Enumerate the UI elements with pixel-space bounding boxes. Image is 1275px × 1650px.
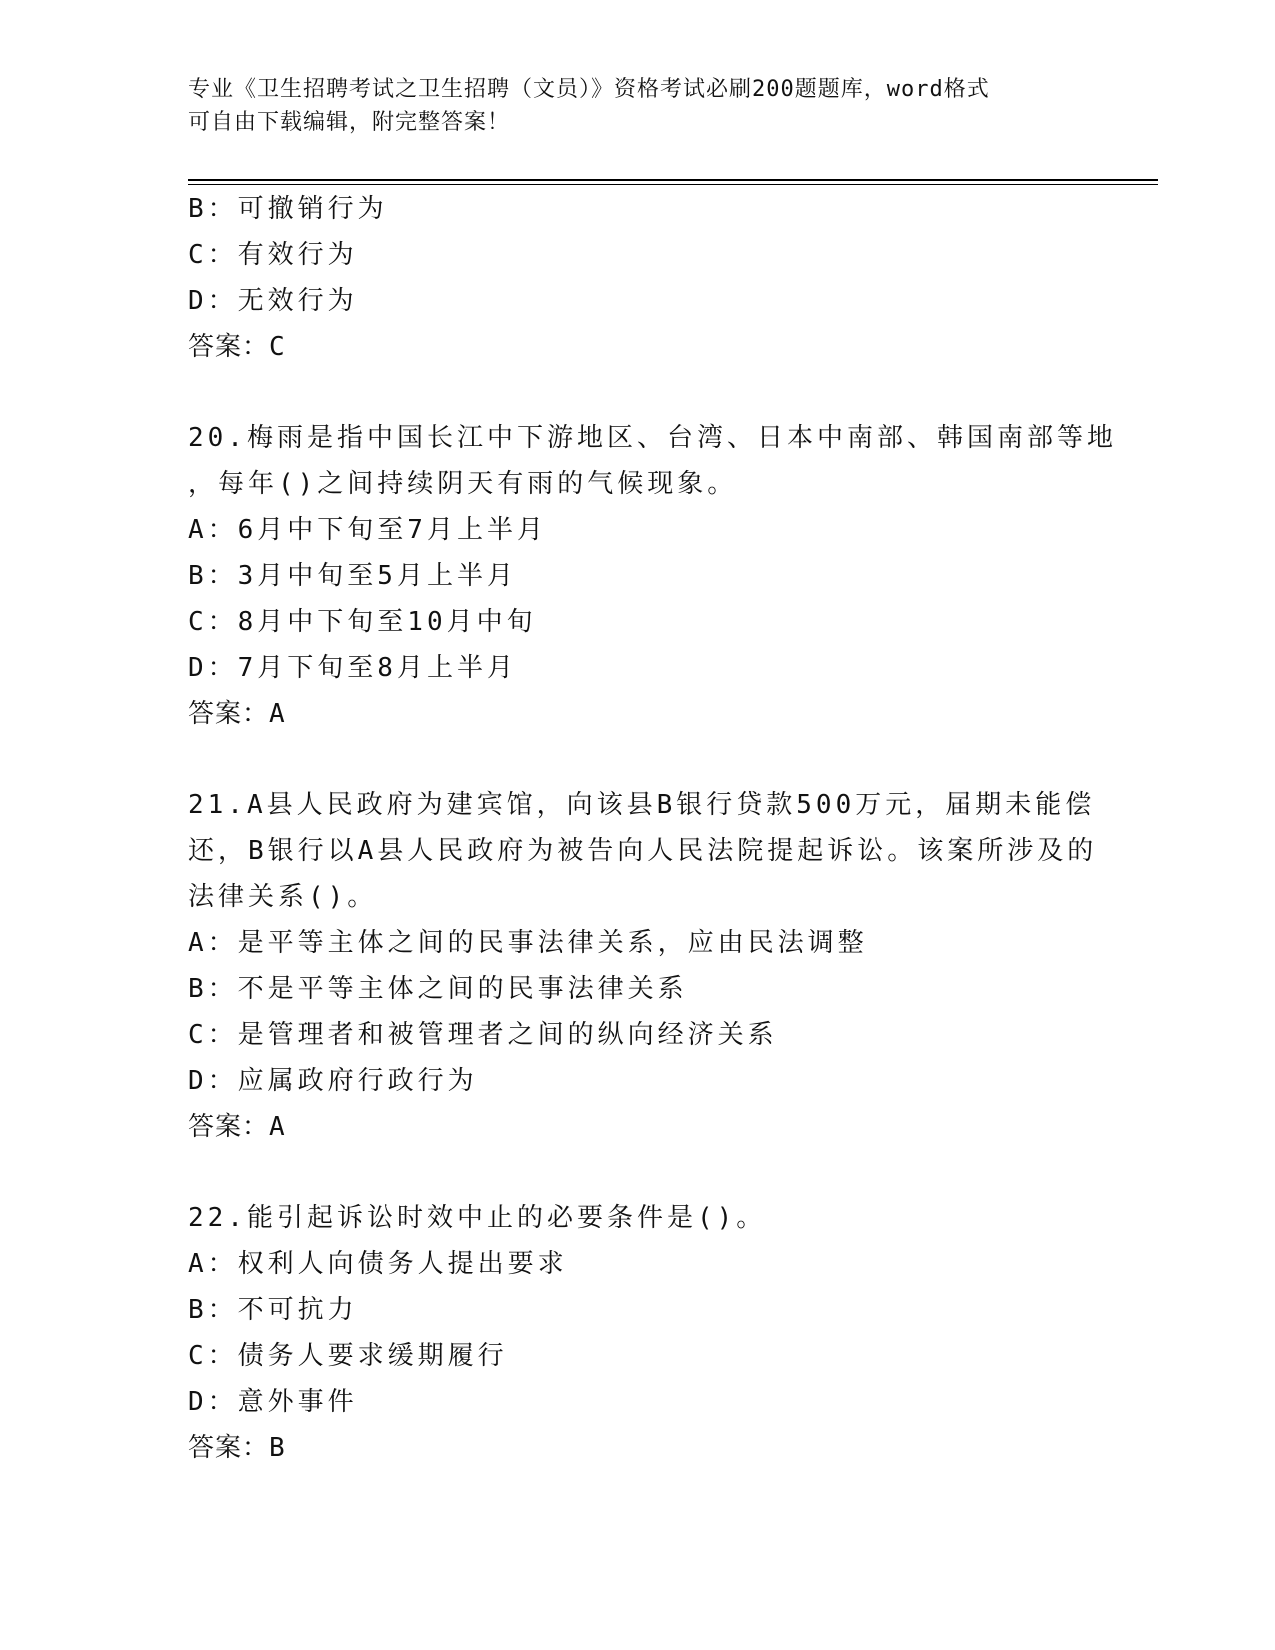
option-c: C：8月中下旬至10月中旬 [188,607,537,637]
header-line-2: 可自由下载编辑，附完整答案！ [188,110,511,135]
document-body [188,186,1117,1471]
question-22 [188,1195,1088,1471]
answer-line: 答案：A [188,699,286,729]
option-b: B：不是平等主体之间的民事法律关系 [188,974,688,1004]
option-d: D：无效行为 [188,286,358,316]
header-divider-thin [188,184,1158,185]
answer-line: 答案：B [188,1433,286,1463]
question-text-line: 法律关系()。 [188,882,378,912]
question-text-line: 21.A县人民政府为建宾馆，向该县B银行贷款500万元，届期未能偿 [188,790,1096,820]
option-c: C：债务人要求缓期履行 [188,1341,508,1371]
question-text-line: 还，B银行以A县人民政府为被告向人民法院提起诉讼。该案所涉及的 [188,836,1098,866]
document-header [188,73,1088,139]
option-a: A：权利人向债务人提出要求 [188,1249,568,1279]
option-b: B：3月中旬至5月上半月 [188,561,517,591]
question-20 [188,415,1117,737]
option-a: A：6月中下旬至7月上半月 [188,515,547,545]
answer-line: 答案：A [188,1112,286,1142]
option-a: A：是平等主体之间的民事法律关系，应由民法调整 [188,928,868,958]
option-d: D：意外事件 [188,1387,358,1417]
question-text-line: 20.梅雨是指中国长江中下游地区、台湾、日本中南部、韩国南部等地 [188,423,1117,453]
option-d: D：应属政府行政行为 [188,1066,478,1096]
option-c: C：是管理者和被管理者之间的纵向经济关系 [188,1020,778,1050]
answer-line: 答案：C [188,332,286,362]
option-b: B：不可抗力 [188,1295,358,1325]
question-text-line: 22.能引起诉讼时效中止的必要条件是()。 [188,1203,767,1233]
question-21 [188,782,1098,1150]
question-text-line: ，每年()之间持续阴天有雨的气候现象。 [188,469,738,499]
previous-question-tail [188,186,1088,370]
option-c: C：有效行为 [188,240,358,270]
header-line-1: 专业《卫生招聘考试之卫生招聘（文员）》资格考试必刷200题题库，word格式 [188,77,990,102]
option-d: D：7月下旬至8月上半月 [188,653,517,683]
header-divider-thick [188,179,1158,181]
option-b: B：可撤销行为 [188,194,388,224]
